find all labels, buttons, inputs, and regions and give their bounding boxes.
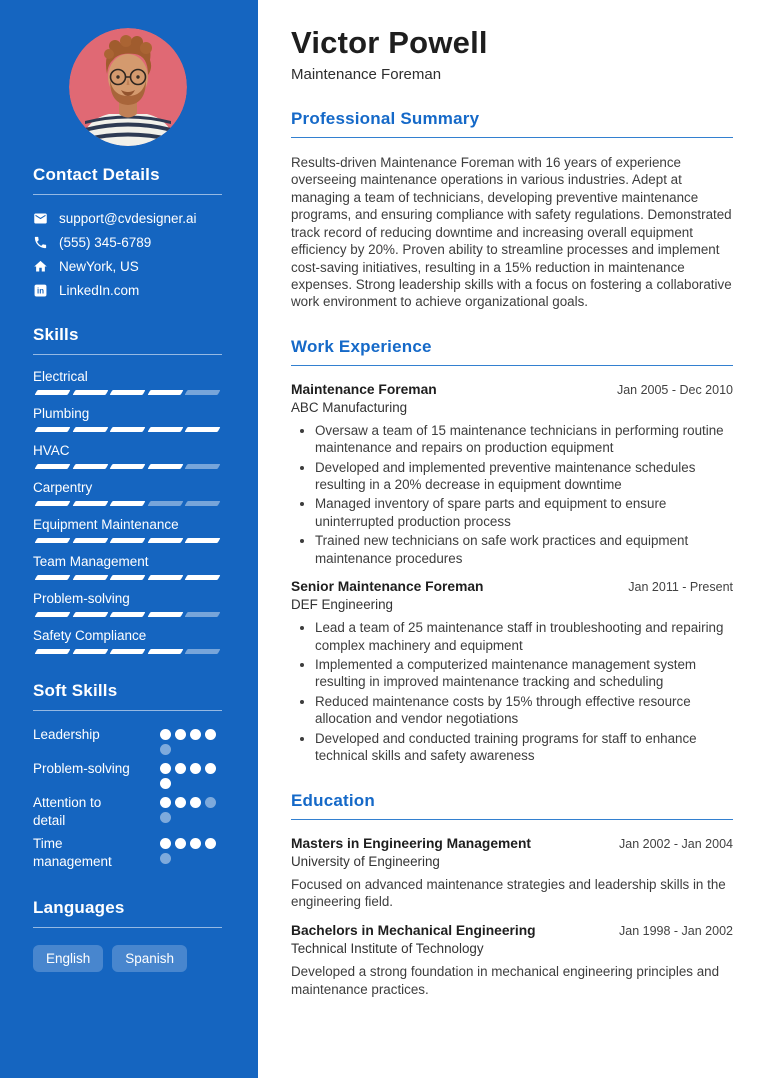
skill-bar-segment: [147, 501, 182, 506]
job-entry: [291, 579, 733, 764]
contact-item-text: LinkedIn.com: [59, 283, 140, 298]
home-icon: [33, 259, 48, 274]
contact-item-text: support@cvdesigner.ai: [59, 211, 197, 226]
skill-bar-segment: [110, 612, 145, 617]
skill-bar-segment: [185, 649, 220, 654]
email-icon: [33, 211, 48, 226]
education-school: Technical Institute of Technology: [291, 941, 484, 957]
education-degree: Bachelors in Mechanical Engineering: [291, 923, 536, 939]
education-description: Developed a strong foundation in mechanical engineering principles and maintenance practices.: [291, 964, 720, 997]
contact-item-text: NewYork, US: [59, 259, 139, 274]
skill-level-bar: [33, 427, 222, 432]
soft-skill-dot: [175, 797, 186, 808]
education-header: [291, 836, 733, 851]
job-header: [291, 579, 733, 594]
skill-name: Plumbing: [33, 406, 90, 421]
soft-skill-dot: [205, 729, 216, 740]
job-bullets: [291, 422, 733, 567]
skill-item: [33, 480, 222, 506]
contact-item: [33, 235, 222, 250]
skill-item: [33, 517, 222, 543]
skill-bar-segment: [147, 427, 182, 432]
job-bullet: • Developed and conducted training programs for staff to enhance technical skills and safety awareness: [315, 730, 733, 765]
skill-name: Problem-solving: [33, 591, 130, 606]
education-description: Focused on advanced maintenance strategies and leadership skills in the engineering field.: [291, 876, 726, 909]
skill-item: [33, 554, 222, 580]
skill-bar-segment: [185, 390, 220, 395]
resume-main: [258, 0, 768, 1078]
avatar: [69, 28, 187, 146]
skill-bar-segment: [35, 390, 70, 395]
skill-name: HVAC: [33, 443, 70, 458]
soft-skill-name: Leadership: [33, 727, 100, 742]
soft-skill-item: [33, 794, 222, 830]
soft-skill-dot: [160, 778, 171, 789]
soft-skill-dots: [160, 794, 222, 830]
job-bullet: • Developed and implemented preventive maintenance schedules resulting in a 20% decrease in equipment downtime: [315, 459, 733, 494]
job-dates: Jan 2005 - Dec 2010: [616, 382, 733, 397]
skill-name: Team Management: [33, 554, 149, 569]
skill-bar-segment: [147, 575, 182, 580]
skill-bar-segment: [35, 427, 70, 432]
skill-name: Safety Compliance: [33, 628, 147, 643]
skill-name: Carpentry: [33, 480, 93, 495]
experience-section-title: Work Experience: [291, 337, 733, 366]
soft-skill-dot: [160, 853, 171, 864]
summary-section-title: Professional Summary: [291, 109, 733, 138]
education-school: University of Engineering: [291, 853, 440, 869]
language-pill: English: [33, 945, 103, 972]
education-entry: [291, 836, 733, 911]
skill-bar-segment: [185, 464, 220, 469]
skill-bar-segment: [110, 390, 145, 395]
skill-bar-segment: [35, 501, 70, 506]
soft-skill-dot: [160, 838, 171, 849]
contact-item: [33, 259, 222, 274]
skill-bar-segment: [110, 427, 145, 432]
soft-skills-section-title: Soft Skills: [33, 681, 222, 711]
skill-bar-segment: [35, 538, 70, 543]
skill-bar-segment: [72, 501, 107, 506]
skill-level-bar: [33, 390, 222, 395]
skill-bar-segment: [110, 501, 145, 506]
education-header: [291, 923, 733, 938]
soft-skill-name: Time management: [33, 836, 112, 869]
education-degree: Masters in Engineering Management: [291, 835, 531, 851]
soft-skill-item: [33, 726, 222, 755]
skill-bar-segment: [72, 538, 107, 543]
soft-skill-dot: [175, 763, 186, 774]
job-company: DEF Engineering: [291, 597, 393, 613]
skill-level-bar: [33, 649, 222, 654]
soft-skills-list: [33, 726, 222, 871]
soft-skill-dot: [175, 729, 186, 740]
linkedin-icon: [33, 283, 48, 298]
job-bullet: • Trained new technicians on safe work practices and equipment maintenance procedures: [315, 532, 733, 567]
skill-item: [33, 628, 222, 654]
job-bullet: • Reduced maintenance costs by 15% through effective resource allocation and vendor negotiations: [315, 693, 733, 728]
contact-item-text: (555) 345-6789: [59, 235, 152, 250]
skill-level-bar: [33, 612, 222, 617]
education-list: [291, 836, 733, 999]
skill-bar-segment: [72, 612, 107, 617]
contact-item: [33, 211, 222, 226]
skill-bar-segment: [72, 575, 107, 580]
job-bullet: • Lead a team of 25 maintenance staff in troubleshooting and repairing complex machinery and equipment: [315, 619, 733, 654]
skill-bar-segment: [185, 538, 220, 543]
avatar-illustration: [69, 28, 187, 146]
education-dates: Jan 1998 - Jan 2002: [619, 924, 733, 939]
job-bullet: • Implemented a computerized maintenance management system resulting in improved maintenance tracking and scheduling: [315, 656, 733, 691]
soft-skill-dot: [190, 729, 201, 740]
contact-item: [33, 283, 222, 298]
soft-skill-dot: [190, 797, 201, 808]
education-entry: [291, 923, 733, 998]
soft-skill-dot: [160, 729, 171, 740]
skill-bar-segment: [35, 612, 70, 617]
soft-skill-dot: [205, 838, 216, 849]
education-section-title: Education: [291, 791, 733, 820]
skill-level-bar: [33, 464, 222, 469]
skill-item: [33, 369, 222, 395]
skill-bar-segment: [110, 649, 145, 654]
soft-skill-dots: [160, 760, 222, 789]
skill-bar-segment: [185, 575, 220, 580]
skill-name: Equipment Maintenance: [33, 517, 179, 532]
job-dates: Jan 2011 - Present: [628, 580, 733, 595]
skill-level-bar: [33, 538, 222, 543]
skill-bar-segment: [185, 427, 220, 432]
soft-skill-dot: [160, 797, 171, 808]
skill-bar-segment: [110, 538, 145, 543]
soft-skill-dot: [160, 763, 171, 774]
skill-item: [33, 443, 222, 469]
skill-bar-segment: [35, 575, 70, 580]
language-pill: Spanish: [112, 945, 187, 972]
skill-bar-segment: [147, 464, 182, 469]
contact-section-title: Contact Details: [33, 165, 222, 195]
job-entry: [291, 382, 733, 567]
soft-skill-item: [33, 835, 222, 871]
soft-skill-dot: [175, 838, 186, 849]
job-bullet: • Oversaw a team of 15 maintenance technicians in performing routine maintenance and repairs on production equipment: [315, 422, 733, 457]
soft-skill-dot: [190, 763, 201, 774]
skill-bar-segment: [147, 612, 182, 617]
soft-skill-item: [33, 760, 222, 789]
soft-skill-dot: [160, 744, 171, 755]
soft-skill-dots: [160, 835, 222, 871]
soft-skill-dot: [205, 763, 216, 774]
skill-bar-segment: [72, 649, 107, 654]
skill-item: [33, 591, 222, 617]
skill-bar-segment: [72, 390, 107, 395]
skill-level-bar: [33, 501, 222, 506]
job-bullet: • Managed inventory of spare parts and equipment to ensure uninterrupted production process: [315, 495, 733, 530]
phone-icon: [33, 235, 48, 250]
skill-bar-segment: [72, 427, 107, 432]
skills-section-title: Skills: [33, 325, 222, 355]
skill-bar-segment: [147, 538, 182, 543]
job-role: Maintenance Foreman: [291, 381, 437, 397]
skill-bar-segment: [110, 464, 145, 469]
skills-list: [33, 369, 222, 654]
skill-level-bar: [33, 575, 222, 580]
sidebar: [0, 0, 258, 1078]
job-company: ABC Manufacturing: [291, 399, 408, 415]
skill-item: [33, 406, 222, 432]
job-bullets: [291, 619, 733, 764]
svg-text:in: in: [37, 286, 44, 296]
soft-skill-dot: [190, 838, 201, 849]
languages-section-title: Languages: [33, 898, 222, 928]
person-job-title: Maintenance Foreman: [291, 66, 442, 83]
soft-skill-dot: [160, 812, 171, 823]
skill-bar-segment: [35, 464, 70, 469]
job-role: Senior Maintenance Foreman: [291, 579, 484, 595]
soft-skill-dots: [160, 726, 222, 755]
summary-text: Results-driven Maintenance Foreman with 16 years of experience overseeing maintenance operations in various industries. Adept at managing a team of technicians, developing preventive maintenance programs, and ensuring compliance with safety regulations. Demonstrated track record of reducing downtime and increasing overall equipment efficiency by 20%. Proven ability to streamline processes and implement cost-saving initiatives, resulting in a 15% reduction in maintenance expenses. Strong leadership skills with a focus on fostering a collaborative work environment to achieve organizational goals.: [291, 155, 732, 310]
skill-bar-segment: [72, 464, 107, 469]
contact-list: [33, 211, 222, 298]
jobs-list: [291, 382, 733, 765]
skill-bar-segment: [110, 575, 145, 580]
soft-skill-name: Problem-solving: [33, 761, 130, 776]
languages-list: [33, 945, 222, 972]
skill-bar-segment: [185, 612, 220, 617]
skill-bar-segment: [147, 390, 182, 395]
soft-skill-name: Attention to detail: [33, 795, 102, 828]
skill-bar-segment: [185, 501, 220, 506]
education-dates: Jan 2002 - Jan 2004: [619, 836, 733, 851]
skill-bar-segment: [35, 649, 70, 654]
skill-bar-segment: [147, 649, 182, 654]
soft-skill-dot: [205, 797, 216, 808]
person-name: Victor Powell: [291, 25, 488, 60]
skill-name: Electrical: [33, 369, 88, 384]
job-header: [291, 382, 733, 397]
